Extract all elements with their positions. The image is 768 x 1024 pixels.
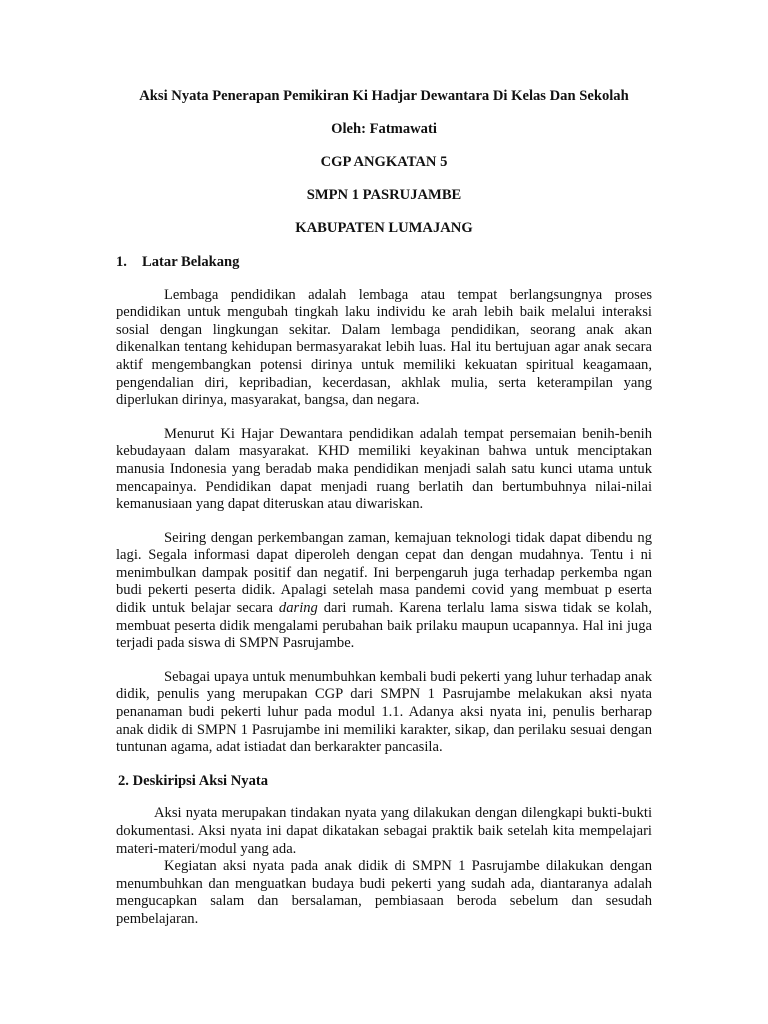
section-1-title: Latar Belakang bbox=[142, 253, 240, 270]
paragraph-3 bbox=[116, 530, 652, 653]
school-line: SMPN 1 PASRUJAMBE bbox=[306, 187, 462, 204]
section-2-heading bbox=[116, 773, 652, 791]
paragraph-5: Aksi nyata merupakan tindakan nyata yang dilakukan dengan dilengkapi bukti-bukti dokumentasi. Aksi nyata ini dapat dikatakan sebagai praktik baik setelah kita mempelajari materi-materi/modul yang ada. bbox=[116, 805, 652, 857]
paragraph-1: Lembaga pendidikan adalah lembaga atau tempat berlangsungnya proses pendidikan untuk mengubah tingkah laku individu ke arah lebih baik melalui interaksi sosial dengan lingkungan sekitar. Dalam lembaga pendidikan, seorang anak akan dikenalkan tentang kehidupan bermasyarakat lebih luas. Hal itu bertujuan agar anak secara aktif mengembangkan potensi dirinya untuk memiliki kekuatan spiritual keagamaan, pengendalian diri, kepribadian, kecerdasan, akhlak mulia, serta keterampilan yang diperlukan dirinya, masyarakat, bangsa, dan negara. bbox=[116, 286, 652, 409]
section-1-number: 1. bbox=[116, 253, 127, 270]
author-line: Oleh: Fatmawati bbox=[331, 121, 437, 138]
document-page bbox=[116, 88, 652, 929]
program-line: CGP ANGKATAN 5 bbox=[320, 154, 448, 171]
paragraph-3-part-1: Seiring dengan perkembangan zaman, kemajuan teknologi tidak dapat dibendu ng lagi. Segala informasi dapat diperoleh dengan cepat dan dengan mudahnya. Tentu i ni menimbulkan dampak positif dan negatif. Ini berpengaruh juga terhadap perkemba ngan budi pekerti peserta didik. Apalagi setelah masa pandemi covid yang membuat p eserta didik untuk belajar secara bbox=[116, 529, 652, 617]
document-title: Aksi Nyata Penerapan Pemikiran Ki Hadjar Dewantara Di Kelas Dan Sekolah bbox=[139, 88, 629, 104]
regency-line: KABUPATEN LUMAJANG bbox=[295, 220, 473, 237]
paragraph-4: Sebagai upaya untuk menumbuhkan kembali budi pekerti yang luhur terhadap anak didik, penulis yang merupakan CGP dari SMPN 1 Pasrujambe melakukan aksi nyata penanaman budi pekerti luhur pada modul 1.1. Adanya aksi nyata ini, penulis berharap anak didik di SMPN 1 Pasrujambe ini memiliki karakter, sikap, dan perilaku sesuai dengan tuntunan agama, adat istiadat dan berkarakter pancasila. bbox=[116, 668, 652, 756]
paragraph-3-part-2: dari rumah. Karena terlalu lama siswa tidak se kolah, membuat peserta didik mengalami perubahan baik prilaku maupun ucapannya. Hal ini juga terjadi pada siswa di SMPN Pasrujambe. bbox=[116, 600, 652, 652]
section-2-title: Deskiripsi Aksi Nyata bbox=[132, 772, 269, 789]
paragraph-6: Kegiatan aksi nyata pada anak didik di SMPN 1 Pasrujambe dilakukan dengan menumbuhkan dan menguatkan budaya budi pekerti yang sudah ada, diantaranya adalah mengucapkan salam dan bersalaman, pembiasaan beroda sebelum dan sesudah pembelajaran. bbox=[116, 858, 652, 927]
section-2-number: 2. bbox=[118, 772, 129, 789]
paragraph-3-italic-word: daring bbox=[278, 600, 318, 617]
paragraph-2: Menurut Ki Hajar Dewantara pendidikan adalah tempat persemaian benih-benih kebudayaan dalam masyarakat. KHD memiliki keyakinan bahwa untuk menciptakan manusia Indonesia yang beradab maka pendidikan menjadi salah satu kunci utama untuk mencapainya. Pendidikan dapat menjadi ruang berlatih dan bertumbuhnya nilai-nilai kemanusiaan yang dapat diteruskan atau diwariskan. bbox=[116, 425, 652, 513]
section-1-heading bbox=[116, 254, 652, 272]
